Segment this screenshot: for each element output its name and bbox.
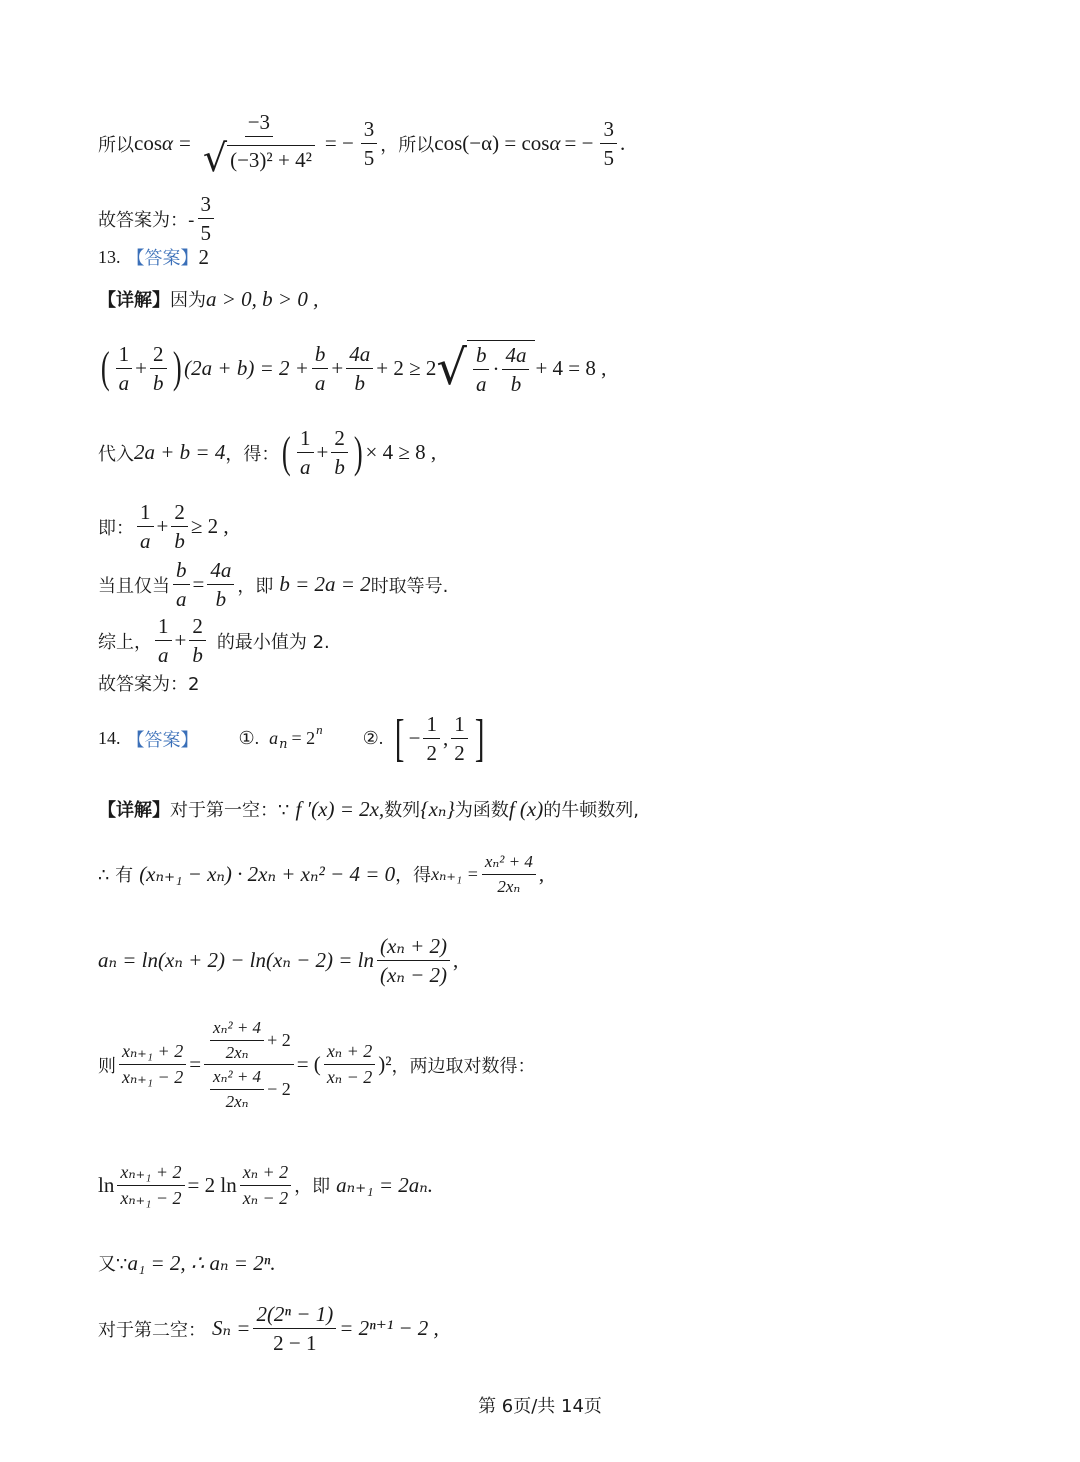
f-x: f (x) (508, 796, 544, 821)
d: b (174, 529, 185, 554)
text-tail: 时取等号. (370, 575, 449, 597)
alpha-text: α (162, 131, 174, 156)
question-14-header: 14. 【答案】 ①. a n = 2 n ②. [ − $\frac{1}{2}$ , $\frac{1}{2}$ ] (98, 709, 485, 767)
cos-text: cos (134, 131, 162, 156)
frac-2-b (150, 342, 167, 395)
n: 1 (423, 712, 440, 739)
equals: = (179, 131, 191, 156)
frac-1-a (155, 614, 172, 667)
eq-2a-b-4: 2a + b = 4 (134, 440, 226, 465)
x-n-plus-1: xₙ₊₁ = (431, 863, 479, 884)
n: xₙ + 2 (240, 1162, 291, 1186)
frac-xn-ratio (324, 1041, 375, 1087)
text-de: ，得： (225, 443, 280, 465)
n: 4a (207, 558, 234, 585)
left-paren: ( (282, 427, 292, 477)
line-sn (98, 1302, 439, 1355)
text-shulie: 数列 (384, 800, 421, 821)
expr-recurrence: (xₙ₊₁ − xₙ) · 2xₙ + xₙ² − 4 = 0 (139, 861, 396, 886)
d: 2 − 1 (273, 1331, 317, 1356)
text-suoyi: 所以 (98, 134, 134, 156)
frac-b-a (312, 342, 329, 395)
expr-tail: = 2ⁿ⁺¹ − 2 , (339, 1316, 439, 1341)
expr-tail: + 4 = 8 , (535, 355, 607, 380)
frac-1-a (297, 426, 314, 479)
frac-4a-b-2 (502, 343, 529, 396)
compound-num (204, 1018, 294, 1065)
n: xₙ² + 4 (482, 852, 536, 875)
neg-eq: = − (324, 131, 354, 156)
text-dangqie: 当且仅当 (98, 575, 170, 597)
line-ji: 即： $\frac{1}{a}$ + $\frac{2}{b}$ ≥ 2 , (98, 500, 229, 554)
n: 1 (137, 500, 154, 527)
d: b (153, 370, 164, 395)
line-inequality: ( $\frac{1}{a}$ + $\frac{2}{b}$ ) (2a + b) = 2 + $\frac{b}{a}$ + $\frac{4a}{b}$ + 2 ≥ 2 √ $\frac{b}{a}$ · $\frac{4a}{b}$ + 4 = 8 , (100, 340, 607, 397)
right-bracket: ] (474, 709, 485, 767)
n: 1 (155, 614, 172, 641)
fraction-cos (200, 110, 318, 181)
frac-1-2 (423, 712, 440, 765)
inner-frac-2 (210, 1067, 264, 1111)
d: a (158, 643, 169, 668)
answer-value: 2 (198, 244, 209, 269)
d: b (334, 455, 345, 480)
text-newton: 的牛顿数列, (543, 800, 639, 821)
n: 2 (189, 614, 206, 641)
expr-tail: × 4 ≥ 8 , (365, 440, 437, 465)
n: 2(2ⁿ − 1) (253, 1302, 336, 1329)
a-n: a (269, 728, 279, 749)
plus: + (331, 355, 344, 380)
n: (xₙ + 2) (377, 934, 450, 961)
d: a (176, 587, 187, 612)
answer-text: 故答案为：2 (98, 674, 200, 695)
expr-mid: (2a + b) = 2 + (184, 355, 309, 380)
frac-ratio-1 (119, 1041, 186, 1087)
fraction-3-5-c (198, 192, 215, 245)
alpha-text-2: α (549, 131, 561, 156)
frac-compound (204, 1018, 294, 1111)
line-detail-13 (98, 286, 318, 312)
f-prime: f ′(x) = 2x, (295, 796, 385, 821)
d: 2 (454, 741, 465, 766)
text-log: ，两边取对数得： (391, 1055, 536, 1077)
num-3c: 3 (198, 192, 215, 219)
line-recurrence (98, 852, 544, 896)
n: b (312, 342, 329, 369)
sqrt-content: (−3)² + 4² (227, 145, 315, 172)
d: 2xₙ (497, 876, 521, 896)
condition: a > 0, b > 0 , (206, 286, 319, 311)
question-number: 13. (98, 246, 121, 267)
n: 4a (346, 342, 373, 369)
answer-tag: 【答案】 (126, 248, 199, 269)
expr-tail: ≥ 2 , (190, 514, 229, 539)
d: a (475, 372, 487, 397)
left-paren: ( (100, 343, 110, 393)
num-3b: 3 (600, 117, 617, 144)
left-bracket: [ (395, 709, 405, 767)
comma: , (453, 948, 459, 973)
n: xₙ₊₁ + 2 (117, 1162, 184, 1186)
n: 1 (451, 712, 468, 739)
text-weihanshu: 为函数 (454, 800, 509, 821)
period: . (619, 131, 626, 156)
sub-n: n (279, 737, 288, 753)
answer-tag: 【答案】 (126, 729, 199, 751)
text-zongshang: 综上， (98, 631, 152, 653)
den-5: 5 (363, 146, 375, 171)
n: xₙ² + 4 (210, 1067, 264, 1090)
detail-text: 因为 (170, 290, 206, 311)
d: b (354, 370, 365, 395)
n: 1 (116, 342, 133, 369)
line-conclusion: 综上， $\frac{1}{a}$ + $\frac{2}{b}$ 的最小值为 2. (98, 614, 330, 668)
line-an-def (98, 934, 458, 987)
seq-xn: {xₙ} (420, 796, 455, 821)
frac-xn (482, 852, 536, 896)
d: xₙ − 2 (326, 1067, 373, 1088)
d: 2xₙ (225, 1042, 249, 1062)
eq-paren: = ( (296, 1052, 321, 1077)
answer-text: 故答案为：- (98, 209, 195, 231)
detail-text: 对于第一空：∵ (170, 800, 290, 821)
text-ji: 即： (98, 517, 134, 539)
line-a1 (98, 1250, 276, 1276)
frac-b-a-2 (473, 343, 490, 396)
inner-frac (210, 1018, 264, 1062)
question-number: 14. (98, 728, 121, 749)
frac-4a-b (346, 342, 373, 395)
n: 2 (150, 342, 167, 369)
minus-2: − 2 (267, 1078, 291, 1099)
text-min: 的最小值为 2. (216, 631, 330, 653)
d: xₙ₊₁ − 2 (120, 1187, 182, 1208)
n: 4a (502, 343, 529, 370)
den-5c: 5 (200, 221, 211, 246)
detail-tag: 【详解】 (98, 800, 170, 821)
sqrt-content: $\frac{b}{a}$ · $\frac{4a}{b}$ (467, 340, 536, 396)
frac-sn (253, 1302, 336, 1355)
frac-1-2-b (451, 712, 468, 765)
expr-an1: aₙ₊₁ = 2aₙ. (336, 1172, 433, 1197)
fraction-num: −3 (245, 110, 273, 137)
d: a (314, 370, 326, 395)
line-detail-14 (98, 796, 639, 822)
d: b (510, 372, 522, 397)
d: 2 (426, 741, 437, 766)
eq-b-2a: b = 2a = 2 (279, 572, 371, 597)
frac-ln (377, 934, 450, 987)
expr-mid2: + 2 ≥ 2 (376, 355, 437, 380)
n: xₙ + 2 (324, 1041, 375, 1065)
frac-1-a (137, 500, 154, 553)
right-paren: ) (172, 343, 182, 393)
circle-1: ①. (238, 728, 260, 749)
line-answer-12 (98, 192, 217, 245)
n: 2 (331, 426, 348, 453)
text-you: 又∵ (98, 1254, 128, 1275)
frac-2-b (171, 500, 188, 553)
right-paren: ) (353, 427, 363, 477)
n: 1 (297, 426, 314, 453)
d: xₙ − 2 (242, 1187, 289, 1208)
eq-2ln: = 2 ln (187, 1172, 237, 1197)
ln: ln (98, 1172, 115, 1197)
d: (xₙ − 2) (380, 963, 448, 988)
line-equality: 当且仅当 $\frac{b}{a}$ = $\frac{4a}{b}$ ，即 b = 2a = 2 时取等号. (98, 558, 449, 612)
text-you: ∴ 有 (98, 865, 134, 887)
plus-2: + 2 (267, 1029, 291, 1050)
minus: − (408, 726, 421, 751)
fraction-3-5 (361, 117, 378, 170)
sqrt-product: √ $\frac{b}{a}$ · $\frac{4a}{b}$ (436, 340, 535, 396)
n: b (173, 558, 190, 585)
compound-den (204, 1065, 294, 1111)
frac-1-a (116, 342, 133, 395)
equals: = (189, 1052, 202, 1077)
d: a (118, 370, 130, 395)
d: xₙ₊₁ − 2 (122, 1067, 184, 1088)
d: b (192, 643, 203, 668)
num-3: 3 (361, 117, 378, 144)
power-2: )² (378, 1052, 392, 1077)
line-substitute: 代入 2a + b = 4 ，得： ( $\frac{1}{a}$ + $\frac{2}{b}$ ) × 4 ≥ 8 , (98, 426, 437, 480)
frac-ratio-log (117, 1162, 184, 1208)
line-cos-alpha (98, 110, 626, 181)
d: 2xₙ (225, 1091, 249, 1111)
fraction-3-5-b (600, 117, 617, 170)
circle-2: ②. (362, 728, 384, 749)
frac-b-a (173, 558, 190, 611)
fraction-den (200, 136, 318, 181)
question-13-header (98, 244, 209, 270)
expr-a1: a₁ = 2, ∴ aₙ = 2ⁿ. (127, 1250, 276, 1275)
expr-an: aₙ = ln(xₙ + 2) − ln(xₙ − 2) = ln (98, 948, 375, 973)
n: xₙ² + 4 (210, 1018, 264, 1041)
frac-2-b (331, 426, 348, 479)
sup-n: n (316, 721, 323, 737)
frac-xn-log (240, 1162, 291, 1208)
line-log (98, 1162, 433, 1208)
den-5b: 5 (603, 146, 614, 171)
text-de: ，得 (395, 865, 432, 887)
n: 2 (171, 500, 188, 527)
text-ze: 则 (98, 1055, 116, 1077)
text-dairu: 代入 (98, 443, 134, 465)
sn: Sₙ = (212, 1316, 251, 1341)
n: xₙ₊₁ + 2 (119, 1041, 186, 1065)
comma: , (538, 861, 545, 886)
cos-neg: cos(−α) = cos (434, 131, 550, 156)
frac-2-b (189, 614, 206, 667)
line-answer-13 (98, 670, 199, 696)
text-ji: ，即 (237, 575, 274, 597)
eq-2: = 2 (291, 728, 316, 749)
n: b (473, 343, 490, 370)
text-suoyi2: ，所以 (380, 134, 435, 156)
sqrt-symbol: √ (−3)² + 4² (203, 139, 315, 177)
d: a (140, 529, 151, 554)
text-second: 对于第二空： (98, 1319, 206, 1341)
neg-eq-2: = − (564, 131, 594, 156)
detail-tag: 【详解】 (98, 290, 170, 311)
page-footer: 第 6页/共 14页 (478, 1396, 602, 1417)
line-ratio (98, 1018, 536, 1111)
frac-4a-b (207, 558, 234, 611)
d: b (215, 587, 227, 612)
text-ji: ，即 (294, 1176, 331, 1198)
d: a (300, 455, 311, 480)
